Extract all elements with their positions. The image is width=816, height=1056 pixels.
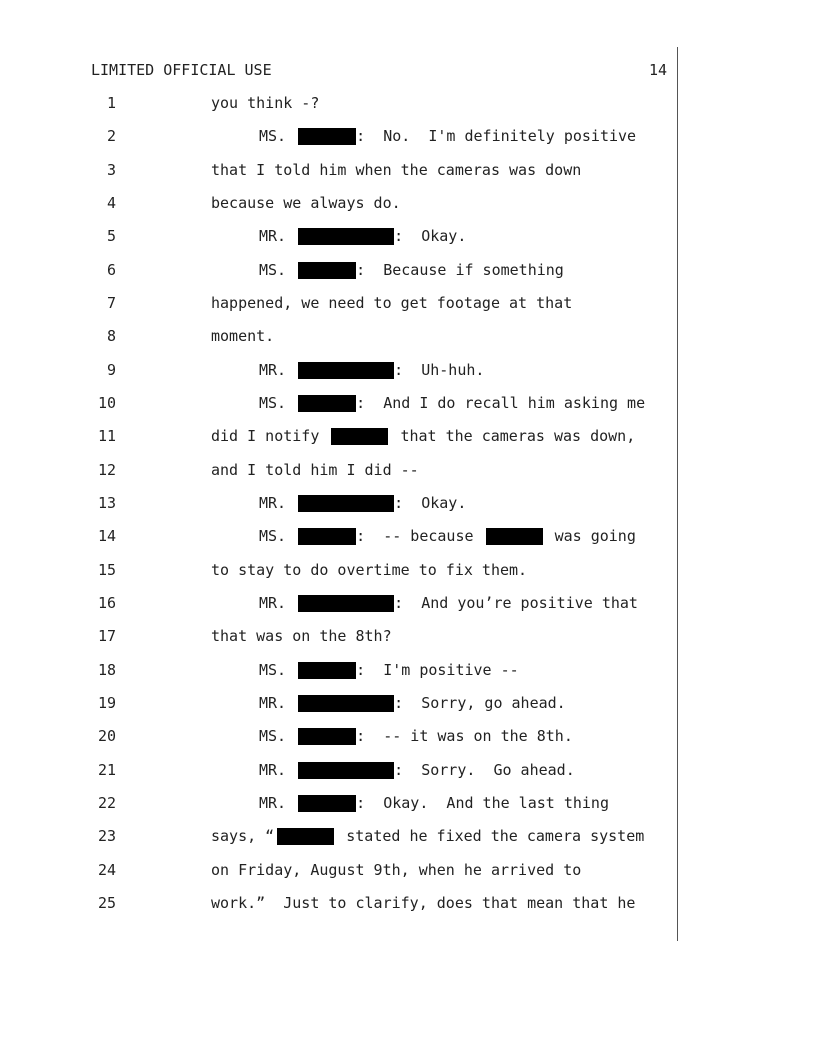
line-text-segment: and I told him I did -- (211, 460, 419, 479)
speaker-title: MR. (259, 593, 287, 612)
redaction-bar (298, 362, 394, 379)
redaction-bar (298, 228, 394, 245)
transcript-line (0, 761, 816, 794)
line-text-segment: : Because if something (356, 260, 564, 279)
transcript-line (0, 461, 816, 494)
line-number: 17 (97, 627, 116, 646)
line-text-segment: : Okay. (394, 227, 467, 246)
redaction-bar (298, 662, 356, 679)
line-text (259, 694, 566, 712)
redaction-bar (331, 428, 388, 445)
line-text (259, 227, 466, 245)
line-text (211, 627, 392, 645)
line-number: 9 (106, 360, 116, 379)
transcript-line (0, 327, 816, 360)
redaction-bar (298, 595, 394, 612)
line-text (211, 894, 635, 912)
speaker-title: MS. (259, 660, 287, 679)
line-text-segment: : And you’re positive that (394, 593, 638, 612)
line-number: 6 (106, 260, 116, 279)
transcript-line (0, 261, 816, 294)
line-number: 22 (97, 793, 116, 812)
line-number: 21 (97, 760, 116, 779)
speaker-title: MS. (259, 527, 287, 546)
transcript-line (0, 394, 816, 427)
line-text-segment: : Uh-huh. (394, 360, 485, 379)
speaker-title: MR. (259, 760, 287, 779)
line-text-segment: did I notify (211, 427, 320, 446)
line-text-segment: : -- it was on the 8th. (356, 727, 573, 746)
line-text (259, 261, 564, 279)
line-text (259, 727, 573, 745)
line-text (211, 94, 319, 112)
redaction-bar (298, 128, 356, 145)
line-text (211, 294, 572, 312)
line-text (211, 194, 401, 212)
line-number: 19 (97, 693, 116, 712)
line-number: 12 (97, 460, 116, 479)
speaker-title: MS. (259, 260, 287, 279)
line-text (259, 394, 645, 412)
redaction-bar (298, 528, 356, 545)
transcript-line (0, 727, 816, 760)
line-text-segment: : And I do recall him asking me (356, 393, 646, 412)
line-text (211, 861, 581, 879)
line-text (259, 361, 484, 379)
line-text-segment: to stay to do overtime to fix them. (211, 560, 528, 579)
speaker-title: MS. (259, 393, 287, 412)
page-number: 14 (648, 61, 667, 79)
line-text-segment: : Okay. And the last thing (356, 793, 609, 812)
line-number: 2 (106, 127, 116, 146)
line-text-segment: : Sorry, go ahead. (394, 693, 566, 712)
line-number: 25 (97, 893, 116, 912)
speaker-title: MS. (259, 727, 287, 746)
redaction-bar (298, 762, 394, 779)
transcript-line (0, 694, 816, 727)
line-text-segment: was going (554, 527, 636, 546)
line-number: 11 (97, 427, 116, 446)
transcript-line (0, 361, 816, 394)
line-number: 15 (97, 560, 116, 579)
line-text-segment: that I told him when the cameras was down (211, 160, 582, 179)
transcript-line (0, 561, 816, 594)
transcript-line (0, 827, 816, 860)
transcript-line (0, 194, 816, 227)
line-number: 3 (106, 160, 116, 179)
line-text (259, 527, 636, 545)
line-number: 23 (97, 827, 116, 846)
line-number: 13 (97, 493, 116, 512)
line-text-segment: says, “ (211, 827, 275, 846)
line-text-segment: happened, we need to get footage at that (211, 293, 573, 312)
line-text-segment: stated he fixed the camera system (346, 827, 645, 846)
line-text (259, 794, 609, 812)
speaker-title: MR. (259, 493, 287, 512)
line-text-segment: : I'm positive -- (356, 660, 519, 679)
line-text-segment: because we always do. (211, 193, 401, 212)
transcript-line (0, 794, 816, 827)
transcript-line (0, 294, 816, 327)
line-text (211, 327, 274, 345)
line-text (259, 127, 636, 145)
line-number: 18 (97, 660, 116, 679)
line-text (259, 594, 638, 612)
line-number: 10 (97, 393, 116, 412)
line-text (259, 494, 466, 512)
line-text (211, 427, 635, 445)
transcript-line (0, 894, 816, 927)
line-text (211, 161, 581, 179)
line-text (211, 827, 644, 845)
line-text-segment: : Okay. (394, 493, 467, 512)
transcript-line (0, 527, 816, 560)
line-text-segment: : -- because (356, 527, 474, 546)
line-number: 20 (97, 727, 116, 746)
speaker-title: MR. (259, 693, 287, 712)
line-text (259, 661, 519, 679)
line-text (211, 561, 527, 579)
speaker-title: MR. (259, 360, 287, 379)
speaker-title: MR. (259, 793, 287, 812)
line-number: 14 (97, 527, 116, 546)
line-text (211, 461, 419, 479)
line-number: 1 (106, 94, 116, 112)
transcript-line (0, 661, 816, 694)
line-text-segment: you think -? (211, 94, 320, 112)
redaction-bar (277, 828, 334, 845)
line-text-segment: on Friday, August 9th, when he arrived to (211, 860, 582, 879)
line-number: 24 (97, 860, 116, 879)
redaction-bar (298, 262, 356, 279)
line-number: 7 (106, 293, 116, 312)
transcript-line (0, 127, 816, 160)
transcript-body (0, 94, 816, 927)
line-text-segment: that the cameras was down, (400, 427, 636, 446)
transcript-line (0, 161, 816, 194)
transcript-line (0, 494, 816, 527)
redaction-bar (298, 495, 394, 512)
redaction-bar (298, 728, 356, 745)
classification-header: LIMITED OFFICIAL USE (91, 61, 272, 79)
transcript-line (0, 227, 816, 260)
transcript-line (0, 94, 816, 127)
line-number: 4 (106, 193, 116, 212)
line-number: 8 (106, 327, 116, 346)
transcript-line (0, 627, 816, 660)
redaction-bar (298, 695, 394, 712)
line-text-segment: : No. I'm definitely positive (356, 127, 637, 146)
line-text-segment: that was on the 8th? (211, 627, 392, 646)
speaker-title: MR. (259, 227, 287, 246)
line-text (259, 761, 575, 779)
line-text-segment: moment. (211, 327, 275, 346)
line-text-segment: : Sorry. Go ahead. (394, 760, 575, 779)
redaction-bar (298, 795, 356, 812)
line-text-segment: work.” Just to clarify, does that mean that he (211, 893, 636, 912)
speaker-title: MS. (259, 127, 287, 146)
transcript-line (0, 594, 816, 627)
transcript-line (0, 427, 816, 460)
transcript-line (0, 861, 816, 894)
redaction-bar (486, 528, 543, 545)
line-number: 16 (97, 593, 116, 612)
line-number: 5 (106, 227, 116, 246)
redaction-bar (298, 395, 356, 412)
